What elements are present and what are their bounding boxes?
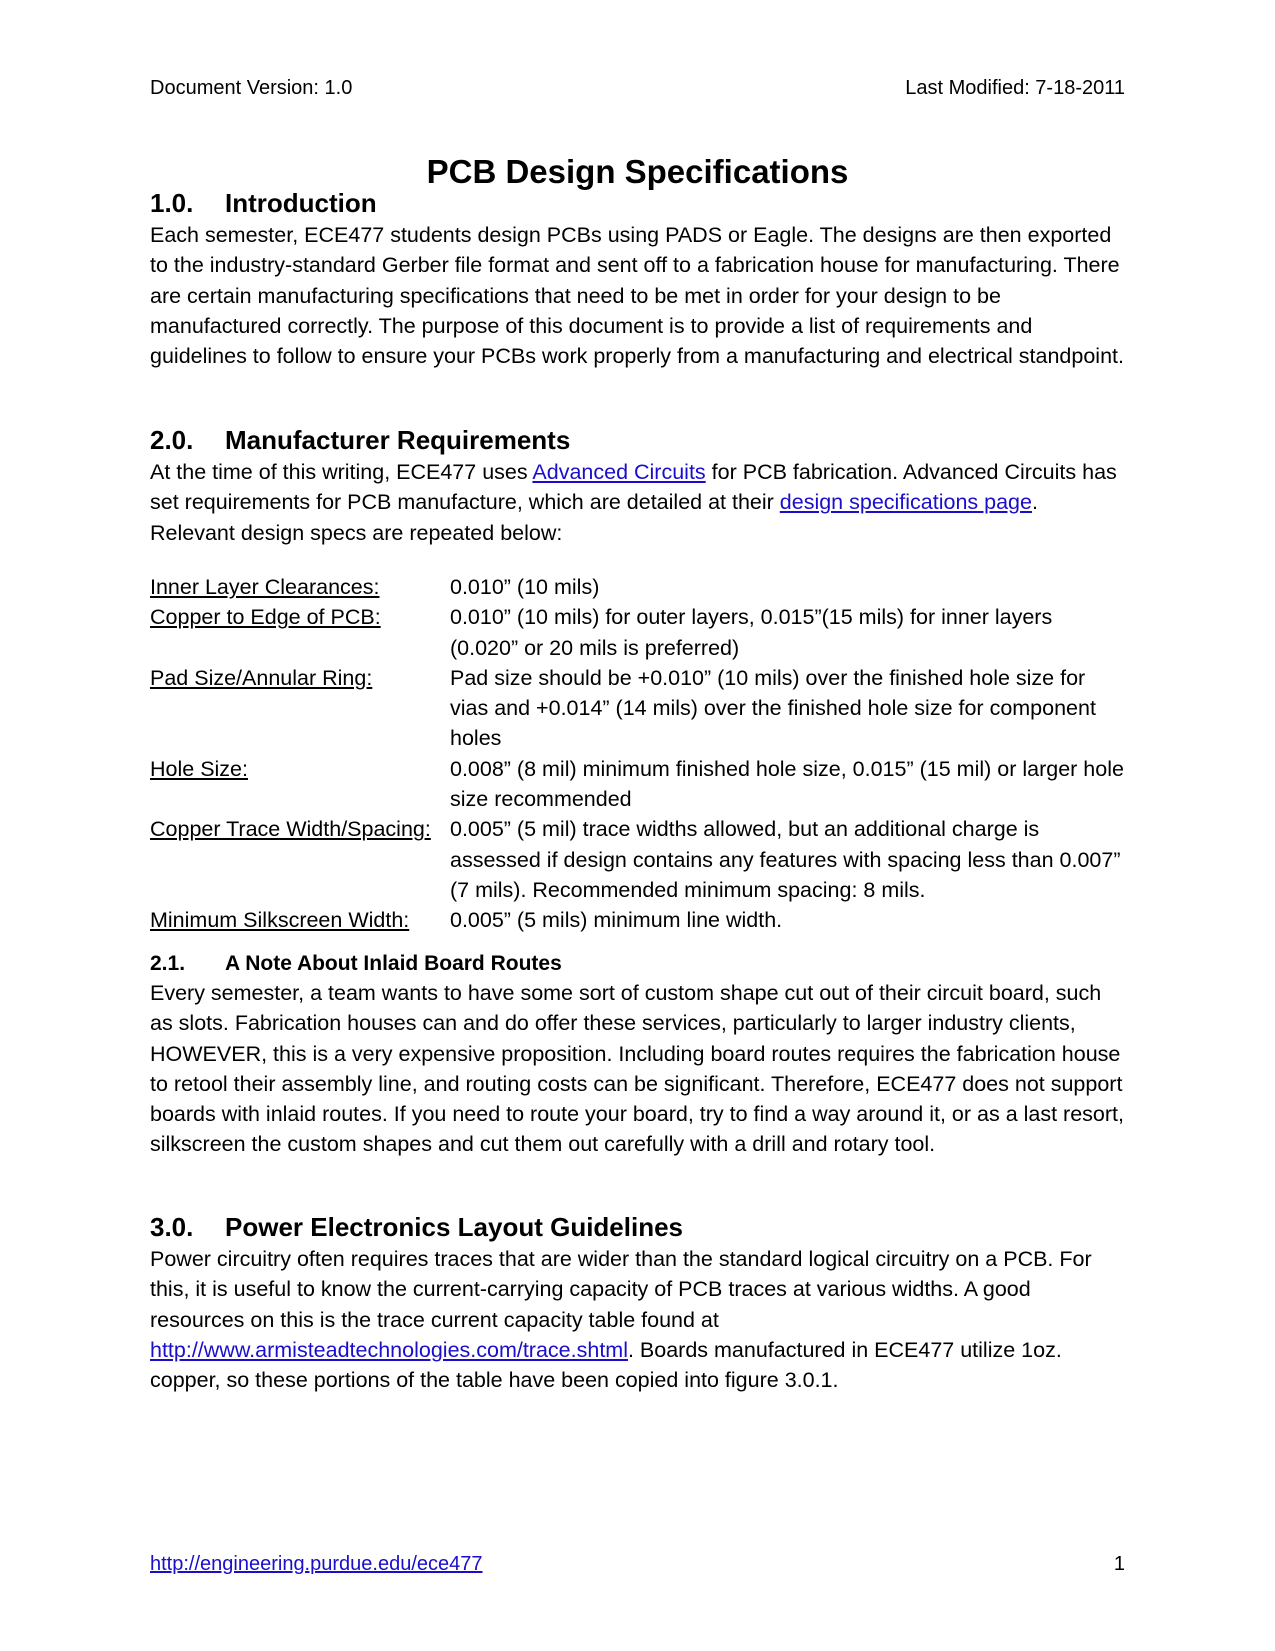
section-number: 2.0. (150, 425, 194, 455)
spec-label: Copper to Edge of PCB: (150, 605, 381, 630)
section-heading (150, 1210, 1125, 1244)
section-body: Each semester, ECE477 students design PCBs using PADS or Eagle. The designs are then exported to the industry-standard Gerber file format and sent off to a fabrication house for manufacturing. There are certain manufacturing specifications that need to be met in order for your design to be manufactured correctly. The purpose of this document is to provide a list of requirements and guidelines to follow to ensure your PCBs work properly from a manufacturing and electrical standpoint. (150, 223, 1124, 369)
advanced-circuits-link[interactable]: Advanced Circuits (532, 460, 706, 484)
section-title: A Note About Inlaid Board Routes (225, 952, 562, 975)
section-number: 2.1. (150, 952, 186, 975)
spec-value: Pad size should be +0.010” (10 mils) over the finished hole size for vias and +0.014” (14 mils) over the finished hole size for component holes (450, 665, 1096, 751)
section-power-electronics (150, 1210, 1125, 1395)
spec-value: 0.008” (8 mil) minimum finished hole size, 0.015” (15 mil) or larger hole size recommended (450, 756, 1124, 812)
section-body (150, 1244, 1125, 1395)
spec-label: Pad Size/Annular Ring: (150, 665, 373, 690)
section-heading (150, 423, 1125, 457)
design-specifications-link[interactable]: design specifications page (779, 490, 1032, 515)
page-number: 1 (1113, 1553, 1125, 1575)
section-heading (150, 186, 1125, 220)
page-footer (150, 1552, 1125, 1576)
section-title: Introduction (225, 188, 377, 218)
spec-label: Inner Layer Clearances: (150, 575, 380, 599)
body-text: . Boards manufactured in ECE477 utilize 1oz. copper, so these portions of the table have been copied into figure 3.0.1. (150, 1337, 1062, 1393)
section-title: Power Electronics Layout Guidelines (225, 1212, 684, 1242)
spec-label: Hole Size: (150, 756, 248, 781)
footer-link[interactable]: http://engineering.purdue.edu/ece477 (150, 1553, 483, 1575)
section-manufacturer-requirements (150, 423, 1125, 548)
document-title: PCB Design Specifications (426, 153, 849, 190)
spec-row (150, 602, 1125, 663)
body-text: . Relevant design specs are repeated below: (150, 490, 1038, 545)
document-version: Document Version: 1.0 (150, 77, 353, 99)
spec-label: Minimum Silkscreen Width: (150, 908, 410, 933)
spec-row (150, 754, 1125, 815)
body-text: for PCB fabrication. Advanced Circuits has set requirements for PCB manufacture, which are detailed at their (150, 460, 1117, 515)
body-text: At the time of this writing, ECE477 uses (150, 460, 533, 484)
spec-table (150, 572, 1125, 936)
spec-value: 0.010” (10 mils) for outer layers, 0.015”(15 mils) for inner layers (0.020” or 20 mils is preferred) (450, 605, 1053, 660)
trace-table-link[interactable]: http://www.armisteadtechnologies.com/trace.shtml (150, 1337, 628, 1362)
body-text: Power circuitry often requires traces that are wider than the standard logical circuitry on a PCB. For this, it is useful to know the current-carrying capacity of PCB traces at various widths. A good resources on this is the trace current capacity table found at (150, 1247, 1092, 1332)
subsection-heading (150, 950, 1125, 978)
section-body: Every semester, a team wants to have some sort of custom shape cut out of their circuit board, such as slots. Fabrication houses can and do offer these services, particularly to larger industry clients, HOWEVER, this is a very expensive proposition. Including board routes requires the fabrication house to retool their assembly line, and routing costs can be significant. Therefore, ECE477 does not support boards with inlaid routes. If you need to route your board, try to find a way around it, or as a last resort, silkscreen the custom shapes and cut them out carefully with a drill and rotary tool. (150, 981, 1124, 1157)
spec-row (150, 572, 1125, 602)
section-inlaid-routes (150, 950, 1125, 1160)
spec-row (150, 814, 1125, 905)
section-number: 1.0. (150, 188, 194, 218)
page-header (150, 76, 1125, 100)
section-body (150, 457, 1125, 548)
spec-row (150, 905, 1125, 935)
section-introduction (150, 186, 1125, 371)
spec-row (150, 663, 1125, 754)
spec-value: 0.010” (10 mils) (450, 575, 600, 599)
spec-value: 0.005” (5 mil) trace widths allowed, but an additional charge is assessed if design contains any features with spacing less than 0.007” (7 mils). Recommended minimum spacing: 8 mils. (450, 817, 1121, 902)
section-number: 3.0. (150, 1212, 194, 1242)
section-title: Manufacturer Requirements (225, 425, 571, 455)
spec-value: 0.005” (5 mils) minimum line width. (450, 908, 783, 933)
spec-label: Copper Trace Width/Spacing: (150, 817, 431, 842)
last-modified: Last Modified: 7-18-2011 (905, 77, 1125, 99)
